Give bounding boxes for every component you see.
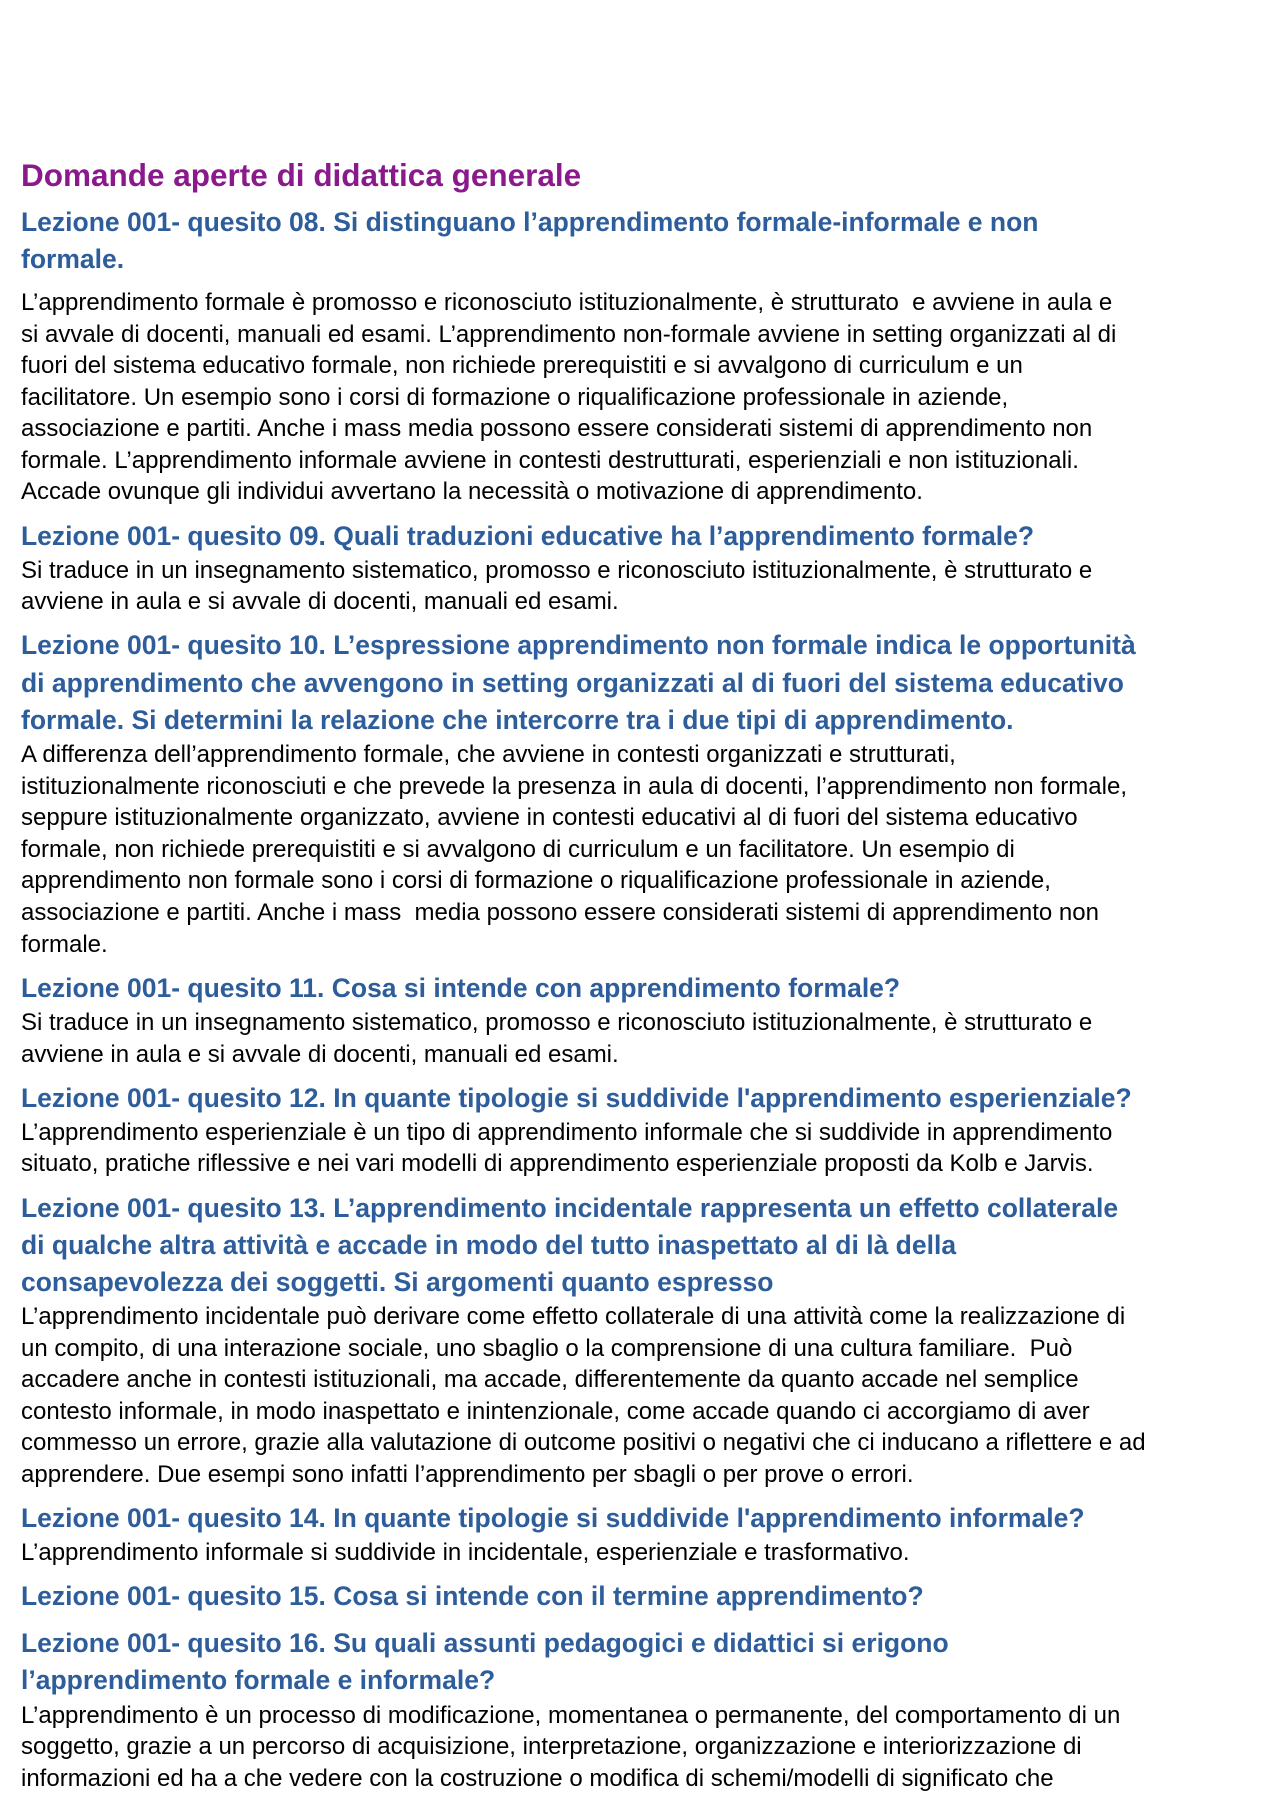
question-12 — [21, 1080, 1280, 1180]
question-09-heading — [21, 518, 1280, 555]
question-14-answer — [21, 1537, 1280, 1569]
question-08-heading-line: Lezione 001- quesito 08. Si distinguano l’apprendimento formale-informale e non — [21, 206, 1039, 237]
question-11-answer — [21, 1007, 1280, 1070]
question-10-heading-line: Lezione 001- quesito 10. L’espressione apprendimento non formale indica le opportunità — [21, 630, 1136, 661]
question-13-heading-line: di qualche altra attività e accade in modo del tutto inaspettato al di là della — [21, 1229, 957, 1260]
question-13-heading — [21, 1190, 1280, 1302]
question-13-answer-line: commesso un errore, grazie alla valutazione di outcome positivi o negativi che ci inducano a riflettere e ad — [21, 1429, 1146, 1457]
question-08 — [21, 204, 1280, 509]
question-09 — [21, 518, 1280, 618]
question-14-heading — [21, 1500, 1280, 1537]
question-09-answer-line: Si traduce in un insegnamento sistematico, promosso e riconosciuto istituzionalmente, è strutturato e — [21, 556, 1093, 584]
question-08-answer-line: fuori del sistema educativo formale, non richiede prerequistiti e si avvalgono di curriculum e un — [21, 352, 1023, 380]
question-13-answer-line: apprendere. Due esempi sono infatti l’apprendimento per sbagli o per prove o errori. — [21, 1461, 914, 1489]
question-12-heading-line: Lezione 001- quesito 12. In quante tipologie si suddivide l'apprendimento esperienziale? — [21, 1082, 1132, 1113]
question-16-heading — [21, 1625, 1280, 1699]
question-08-answer-line: si avvale di docenti, manuali ed esami. L’apprendimento non-formale avviene in setting organizzati al di — [21, 320, 1117, 348]
question-10-answer-line: A differenza dell’apprendimento formale, che avviene in contesti organizzati e strutturati, — [21, 741, 956, 769]
question-13 — [21, 1190, 1280, 1491]
question-10-heading-line: di apprendimento che avvengono in setting organizzati al di fuori del sistema educativo — [21, 667, 1124, 698]
question-08-answer — [21, 287, 1280, 508]
question-15-heading — [21, 1578, 1280, 1615]
question-10-answer-line: apprendimento non formale sono i corsi di formazione o riqualificazione professionale in aziende, — [21, 867, 1051, 895]
question-08-answer-line: facilitatore. Un esempio sono i corsi di formazione o riqualificazione professionale in aziende, — [21, 383, 1009, 411]
question-08-heading — [21, 204, 1280, 278]
question-12-answer — [21, 1117, 1280, 1180]
question-11-answer-line: Si traduce in un insegnamento sistematico, promosso e riconosciuto istituzionalmente, è strutturato e — [21, 1008, 1093, 1036]
question-16-heading-line: Lezione 001- quesito 16. Su quali assunti pedagogici e didattici si erigono — [21, 1628, 949, 1659]
question-11-heading-line: Lezione 001- quesito 11. Cosa si intende con apprendimento formale? — [21, 972, 901, 1003]
question-10-answer-line: seppure istituzionalmente organizzato, avviene in contesti educativi al di fuori del sistema educativo — [21, 804, 1078, 832]
question-14-heading-line: Lezione 001- quesito 14. In quante tipologie si suddivide l'apprendimento informale? — [21, 1503, 1085, 1534]
question-10 — [21, 627, 1280, 960]
question-16-answer-line: informazioni ed ha a che vedere con la costruzione o modifica di schemi/modelli di significato che — [21, 1764, 1054, 1792]
question-08-answer-line: associazione e partiti. Anche i mass media possono essere considerati sistemi di apprendimento non — [21, 415, 1093, 443]
question-13-heading-line: consapevolezza dei soggetti. Si argomenti quanto espresso — [21, 1266, 774, 1297]
question-08-heading-line: formale. — [21, 243, 125, 274]
question-10-answer-line: formale, non richiede prerequistiti e si avvalgono di curriculum e un facilitatore. Un esempio di — [21, 835, 1015, 863]
document-title: Domande aperte di didattica generale — [21, 157, 582, 193]
question-14-answer-line: L’apprendimento informale si suddivide in incidentale, esperienziale e trasformativo. — [21, 1539, 910, 1567]
question-11 — [21, 970, 1280, 1070]
question-16-heading-line: l’apprendimento formale e informale? — [21, 1665, 496, 1696]
question-11-heading — [21, 970, 1280, 1007]
question-08-answer-line: Accade ovunque gli individui avvertano la necessità o motivazione di apprendimento. — [21, 478, 923, 506]
question-13-answer — [21, 1301, 1280, 1491]
question-16-answer — [21, 1700, 1280, 1795]
question-13-answer-line: un compito, di una interazione sociale, uno sbaglio o la comprensione di una cultura familiare. Può — [21, 1334, 1073, 1362]
question-13-answer-line: L’apprendimento incidentale può derivare come effetto collaterale di una attività come la realizzazione di — [21, 1303, 1126, 1331]
question-09-heading-line: Lezione 001- quesito 09. Quali traduzioni educative ha l’apprendimento formale? — [21, 520, 1035, 551]
question-11-answer-line: avviene in aula e si avvale di docenti, manuali ed esami. — [21, 1040, 619, 1068]
question-09-answer-line: avviene in aula e si avvale di docenti, manuali ed esami. — [21, 588, 619, 616]
question-10-answer-line: istituzionalmente riconosciuti e che prevede la presenza in aula di docenti, l’apprendimento non formale, — [21, 772, 1127, 800]
question-14 — [21, 1500, 1280, 1569]
question-10-answer — [21, 739, 1280, 960]
question-16-answer-line: soggetto, grazie a un percorso di acquisizione, interpretazione, organizzazione e interiorizzazione di — [21, 1733, 1082, 1761]
question-10-heading-line: formale. Si determini la relazione che intercorre tra i due tipi di apprendimento. — [21, 704, 1014, 735]
question-10-heading — [21, 627, 1280, 739]
question-09-answer — [21, 555, 1280, 618]
question-08-answer-line: formale. L’apprendimento informale avviene in contesti destrutturati, esperienziali e non istituzionali. — [21, 446, 1079, 474]
question-13-answer-line: contesto informale, in modo inaspettato e inintenzionale, come accade quando ci accorgiamo di aver — [21, 1397, 1090, 1425]
question-12-answer-line: L’apprendimento esperienziale è un tipo di apprendimento informale che si suddivide in apprendimento — [21, 1118, 1113, 1146]
question-16-answer-line: L’apprendimento è un processo di modificazione, momentanea o permanente, del comportamento di un — [21, 1701, 1121, 1729]
question-10-answer-line: formale. — [21, 930, 108, 958]
question-16 — [21, 1625, 1280, 1794]
question-15 — [21, 1578, 1280, 1615]
question-13-answer-line: accadere anche in contesti istituzionali, ma accade, differentemente da quanto accade nel semplice — [21, 1366, 1079, 1394]
question-08-answer-line: L’apprendimento formale è promosso e riconosciuto istituzionalmente, è strutturato e avviene in aula e — [21, 288, 1113, 316]
question-13-heading-line: Lezione 001- quesito 13. L’apprendimento incidentale rappresenta un effetto collaterale — [21, 1192, 1119, 1223]
question-12-answer-line: situato, pratiche riflessive e nei vari modelli di apprendimento esperienziale proposti da Kolb e Jarvis. — [21, 1150, 1094, 1178]
question-10-answer-line: associazione e partiti. Anche i mass media possono essere considerati sistemi di apprendimento non — [21, 899, 1099, 927]
question-15-heading-line: Lezione 001- quesito 15. Cosa si intende con il termine apprendimento? — [21, 1581, 924, 1612]
question-12-heading — [21, 1080, 1280, 1117]
